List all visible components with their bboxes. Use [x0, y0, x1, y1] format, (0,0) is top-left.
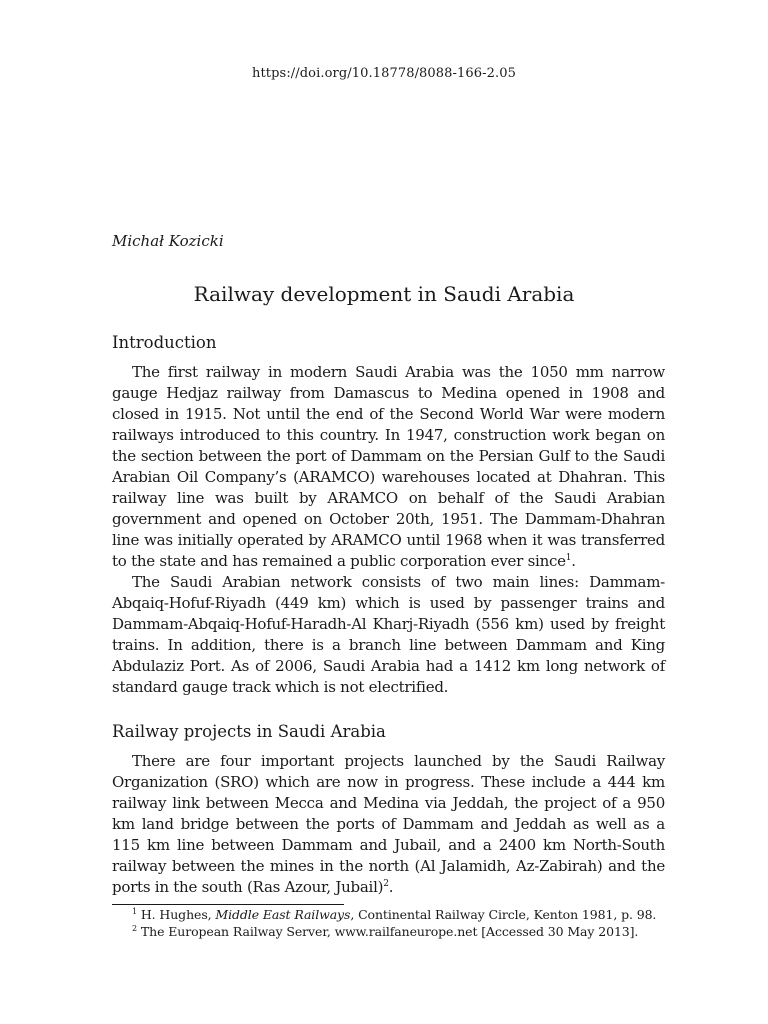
footnote-text: H. Hughes, [140, 907, 216, 922]
footnote-text: , Continental Railway Circle, Kenton 1981, p. 98. [350, 907, 657, 922]
footnote-mark: 1 [132, 906, 137, 916]
paragraph-text: The Saudi Arabian network consists of two main lines: Dammam-Abqaiq-Hofuf-Riyadh (449 km) which is used by passenger trains and Dammam-Abqaiq-Hofuf-Haradh-Al Kharj-Riyadh (556 km) used by freight trains. In addition, there is a branch line between Dammam and King Abdulaziz Port. As of 2006, Saudi Arabia had a 1412 km long network of standard gauge track which is not electrified. [112, 573, 665, 696]
author-name: Michał Kozicki [112, 232, 224, 250]
paragraph-text: The first railway in modern Saudi Arabia was the 1050 mm narrow gauge Hedjaz railway from Damascus to Medina opened in 1908 and closed in 1915. Not until the end of the Second World War were modern railways introduced to this country. In 1947, construction work began on the section between the port of Dammam on the Persian Gulf to the Saudi Arabian Oil Company’s (ARAMCO) warehouses located at Dhahran. This railway line was built by ARAMCO on behalf of the Saudi Arabian government and opened on October 20th, 1951. The Dammam-Dhahran line was initially operated by ARAMCO until 1968 when it was transferred to the state and has remained a public corporation ever since [112, 363, 665, 570]
footnote-ref-2[interactable]: 2 [383, 879, 389, 889]
paragraph-tail: . [571, 552, 576, 570]
footnote-2 [132, 924, 638, 940]
doi-link[interactable]: https://doi.org/10.18778/8088-166-2.05 [252, 66, 516, 81]
paragraph-intro-2 [112, 572, 665, 698]
paragraph-intro-1 [112, 362, 665, 572]
footnote-book-title: Middle East Railways [215, 907, 351, 922]
footnote-1 [132, 907, 656, 923]
footnote-divider [112, 904, 344, 905]
paragraph-tail: . [388, 878, 394, 896]
footnote-text: The European Railway Server, www.railfaneurope.net [Accessed 30 May 2013]. [140, 924, 639, 939]
section-heading-introduction: Introduction [112, 333, 217, 352]
footnote-mark: 2 [132, 923, 137, 933]
paragraph-projects-1 [112, 751, 665, 898]
article-title: Railway development in Saudi Arabia [193, 282, 575, 306]
section-heading-railway-projects: Railway projects in Saudi Arabia [112, 722, 386, 741]
footnote-ref-1[interactable]: 1 [565, 553, 572, 563]
paragraph-text: There are four important projects launched by the Saudi Railway Organization (SRO) which are now in progress. These include a 444 km railway link between Mecca and Medina via Jeddah, the project of a 950 km land bridge between the ports of Dammam and Jeddah as well as a 115 km line between Dammam and Jubail, and a 2400 km North-South railway between the mines in the north (Al Jalamidh, Az-Zabirah) and the ports in the south (Ras Azour, Jubail) [112, 752, 665, 896]
